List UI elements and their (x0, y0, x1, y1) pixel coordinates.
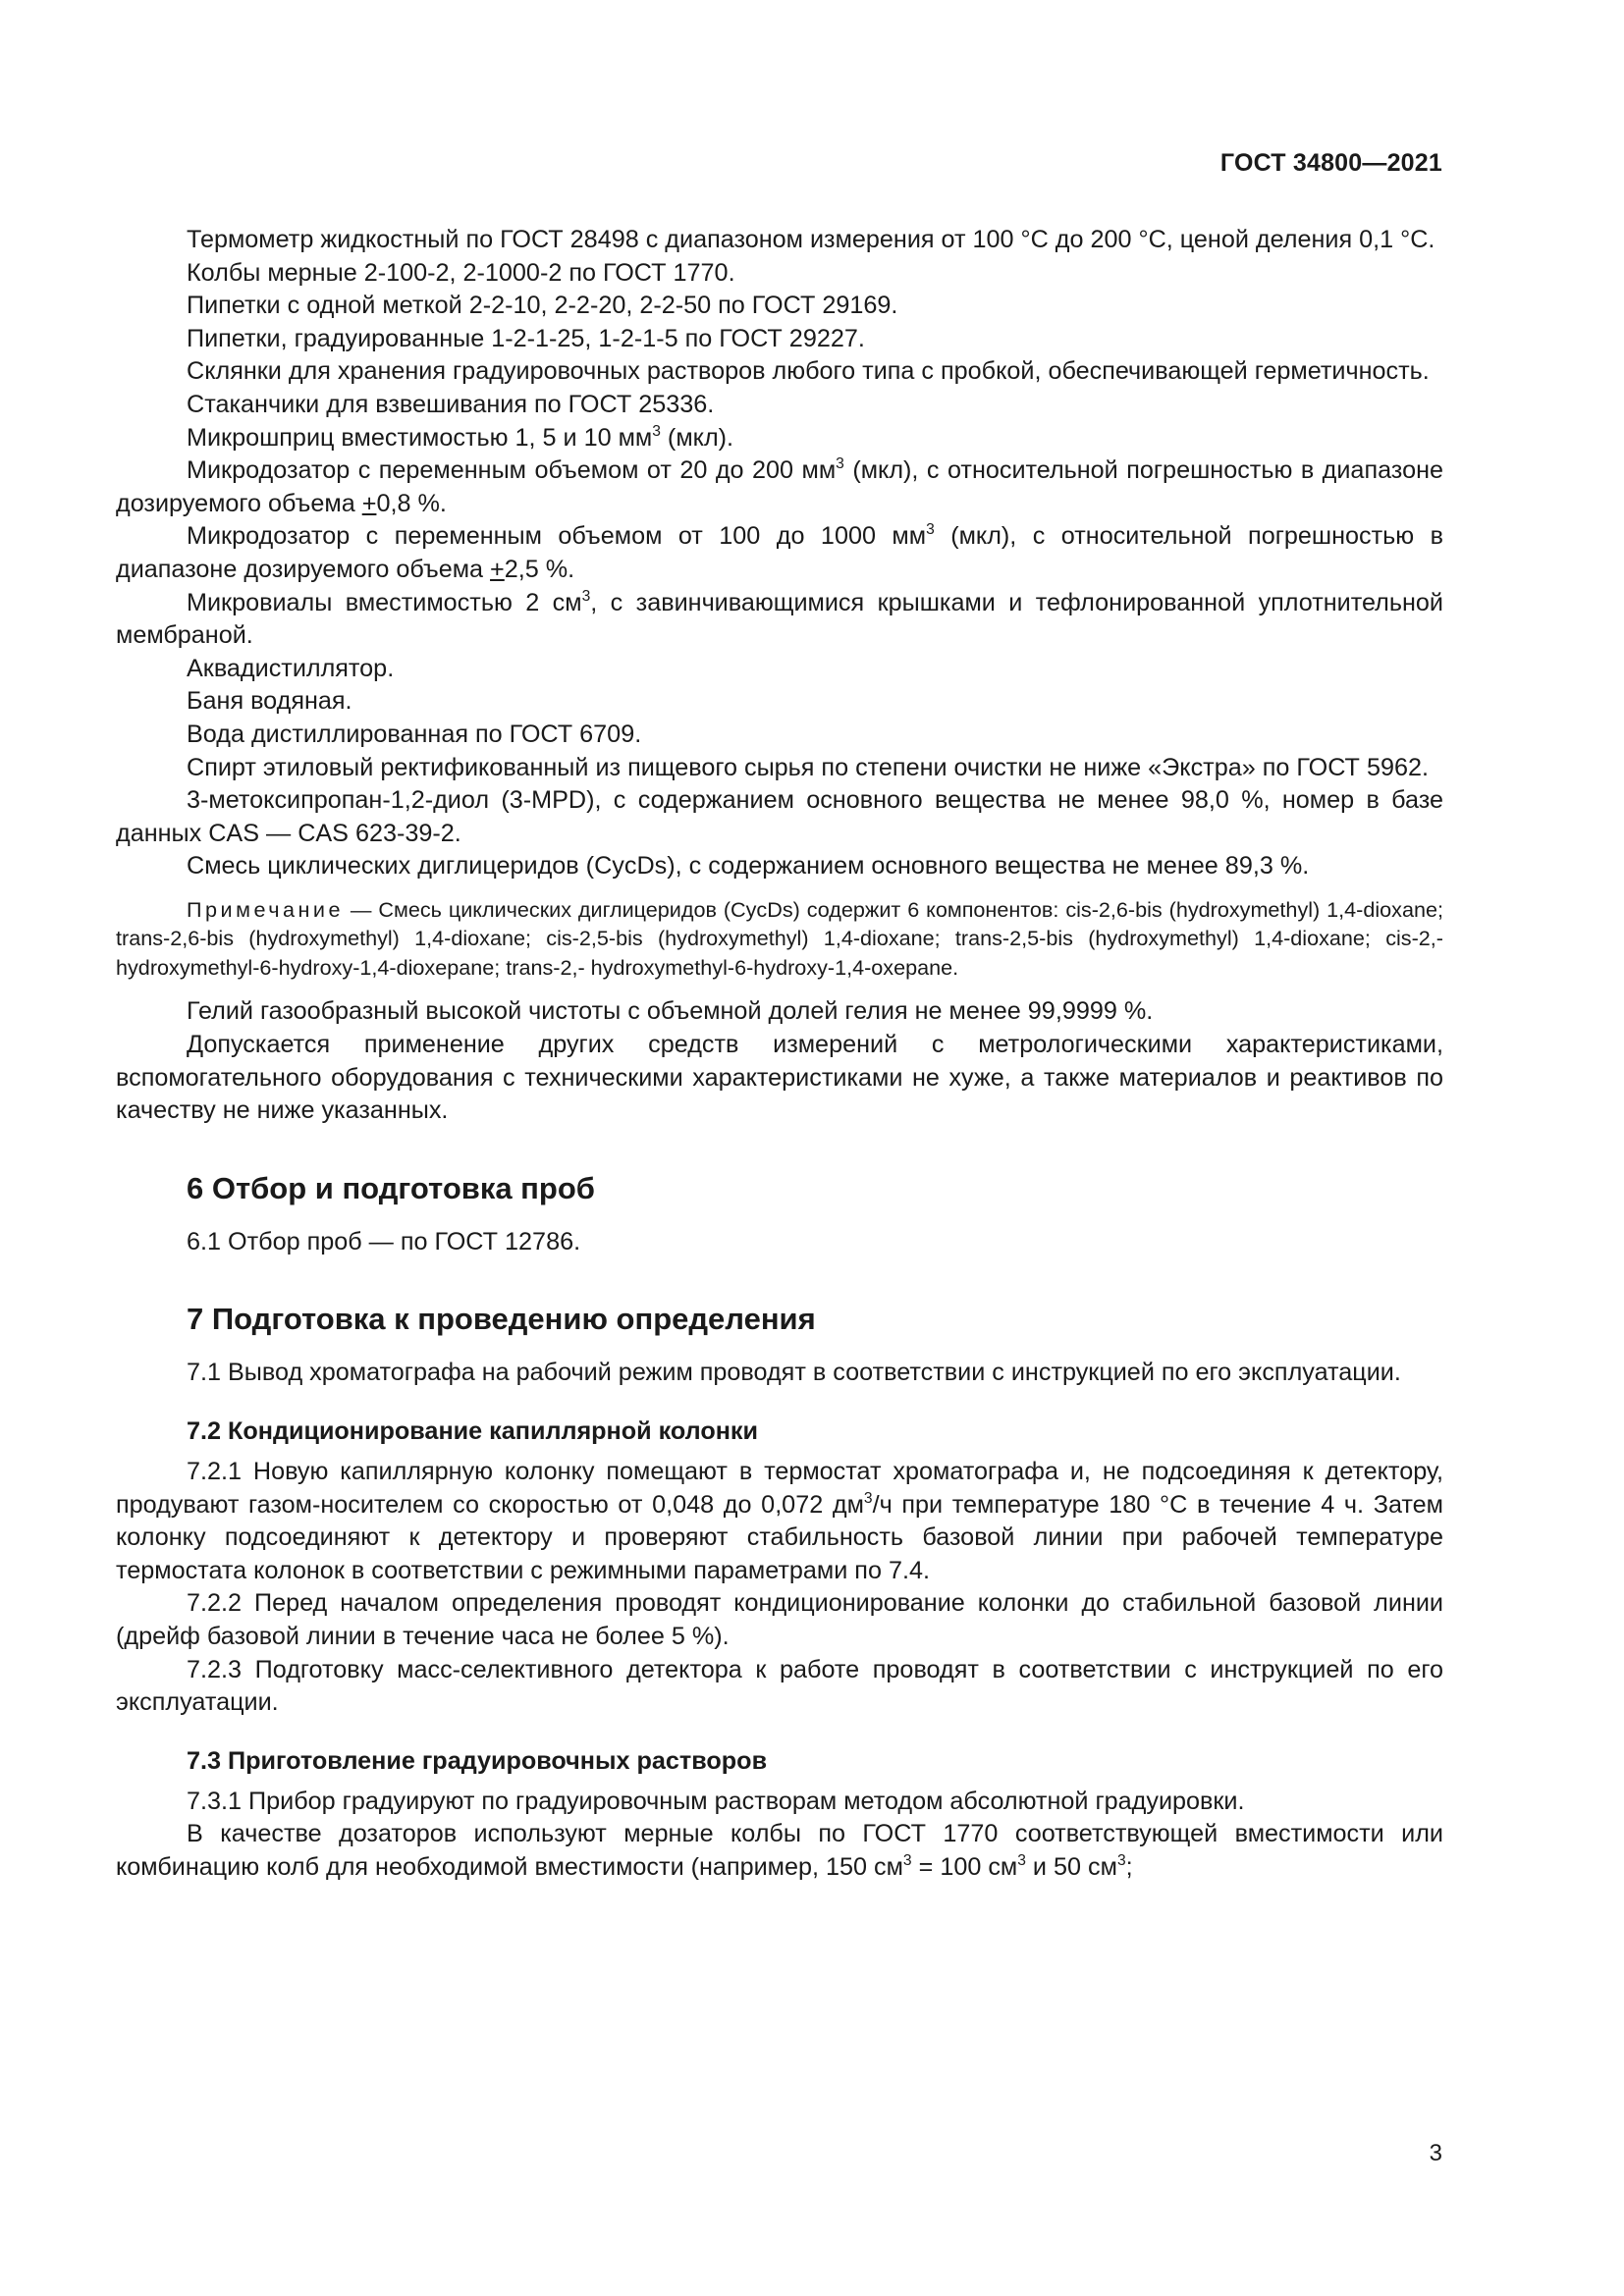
text: /ч при температуре 180 °С в течение 4 ч. Затем колонку подсоединяют к детектору и проверяют стабильность базовой линии при рабочей температуре термостата колонок в соответствии с режимными параметрами по 7.4. (116, 1490, 1443, 1584)
paragraph-microvials (116, 587, 1443, 653)
page-content (116, 224, 1443, 1884)
paragraph: 7.2.3 Подготовку масс-селективного детектора к работе проводят в соответствии с инструкцией по его эксплуатации. (116, 1655, 1443, 1717)
text: 2,5 %. (504, 555, 575, 583)
text: Микровиалы вместимостью 2 см (187, 588, 582, 616)
superscript: 3 (863, 1489, 873, 1507)
paragraph-microsyringe (116, 422, 1443, 455)
subsection-7-2-heading: 7.2 Кондиционирование капиллярной колонки (187, 1416, 759, 1445)
paragraph: 3-метоксипропан-1,2-диол (3-MPD), с содержанием основного вещества не менее 98,0 %, номер в базе данных CAS — CAS 623-39-2. (116, 786, 1443, 847)
text: , с завинчивающимися крышками и тефлонированной уплотнительной мембраной. (116, 588, 1443, 650)
text: = 100 см (911, 1852, 1018, 1881)
superscript: 3 (902, 1851, 912, 1869)
superscript: 3 (1116, 1851, 1126, 1869)
page-number: 3 (1429, 2140, 1442, 2166)
note (116, 895, 1443, 983)
plus-minus-sign: + (361, 489, 377, 517)
paragraph: 6.1 Отбор проб — по ГОСТ 12786. (187, 1227, 581, 1255)
paragraph: Склянки для хранения градуировочных растворов любого типа с пробкой, обеспечивающей герметичность. (187, 357, 1430, 386)
paragraph: 7.1 Вывод хроматографа на рабочий режим проводят в соответствии с инструкцией по его эксплуатации. (187, 1359, 1401, 1387)
paragraph: Колбы мерные 2-100-2, 2-1000-2 по ГОСТ 1770. (187, 258, 735, 287)
superscript: 3 (1017, 1851, 1026, 1869)
text: 7.2.1 Новую капиллярную колонку помещают в термостат хроматографа и, не подсоединяя к детектору, продувают газом-носителем со скоростью от 0,048 до 0,072 дм (116, 1457, 1443, 1519)
text: (мкл). (660, 423, 734, 452)
paragraph: Допускается применение других средств измерений с метрологическими характеристиками, вспомогательного оборудования с техническими характеристиками не хуже, а также материалов и реактивов по качеству не ниже указанных. (116, 1030, 1443, 1125)
text: 0,8 %. (376, 489, 447, 517)
paragraph: 7.3.1 Прибор градуируют по градуировочным растворам методом абсолютной градуировки. (187, 1787, 1245, 1815)
paragraph: Термометр жидкостный по ГОСТ 28498 с диапазоном измерения от 100 °С до 200 °С, ценой деления 0,1 °С. (187, 226, 1435, 253)
text: Микрошприц вместимостью 1, 5 и 10 мм (187, 423, 653, 452)
paragraph: Стаканчики для взвешивания по ГОСТ 25336. (187, 390, 715, 418)
paragraph: Баня водяная. (187, 687, 352, 716)
section-6-heading: 6 Отбор и подготовка проб (187, 1170, 595, 1205)
text: и 50 см (1025, 1852, 1117, 1881)
superscript: 3 (581, 587, 591, 605)
paragraph: Вода дистиллированная по ГОСТ 6709. (187, 720, 642, 748)
text: В качестве дозаторов используют мерные колбы по ГОСТ 1770 соответствующей вместимости или комбинацию колб для необходимой вместимости (например, 150 см (116, 1820, 1443, 1881)
paragraph-7-3-1-continued (116, 1818, 1443, 1884)
superscript: 3 (926, 521, 935, 539)
subsection-7-3-heading: 7.3 Приготовление градуировочных растворов (187, 1746, 768, 1775)
text: Микродозатор с переменным объемом от 100 до 1000 мм (187, 522, 927, 551)
paragraph: Смесь циклических диглицеридов (CycDs), с содержанием основного вещества не менее 89,3 %. (187, 852, 1310, 881)
document-code-header: ГОСТ 34800—2021 (1219, 149, 1442, 177)
text: (мкл), с относительной погрешностью в диапазоне дозируемого объема (116, 456, 1443, 517)
paragraph: Пипетки с одной меткой 2-2-10, 2-2-20, 2-2-50 по ГОСТ 29169. (187, 292, 898, 320)
note-label: Примечание (187, 896, 344, 922)
text: Микродозатор с переменным объемом от 20 до 200 мм (187, 456, 837, 485)
paragraph-7-2-1 (116, 1456, 1443, 1587)
paragraph: Аквадистиллятор. (187, 654, 395, 682)
paragraph-microdoser-2 (116, 520, 1443, 586)
paragraph: Гелий газообразный высокой чистоты с объемной долей гелия не менее 99,9999 %. (187, 997, 1154, 1026)
section-7-heading: 7 Подготовка к проведению определения (187, 1302, 816, 1337)
text: ; (1125, 1852, 1133, 1881)
paragraph-microdoser-1 (116, 454, 1443, 520)
superscript: 3 (652, 422, 661, 440)
paragraph: Спирт этиловый ректификованный из пищевого сырья по степени очистки не ниже «Экстра» по ГОСТ 5962. (187, 753, 1429, 781)
text: (мкл), с относительной погрешностью в диапазоне дозируемого объема (116, 522, 1444, 583)
paragraph: Пипетки, градуированные 1-2-1-25, 1-2-1-5 по ГОСТ 29227. (187, 324, 865, 352)
plus-minus-sign: + (490, 555, 505, 583)
note-text: — Смесь циклических диглицеридов (CycDs) содержит 6 компонентов: cis-2,6-bis (hydroxymethyl) 1,4-dioxane; trans-2,6-bis (hydroxymethyl) 1,4-dioxane; cis-2,5-bis (hydroxymethyl) 1,4-dioxane; trans-2,5-bis (hydroxymethyl) 1,4-dioxane; cis-2,-hydroxymethyl-6-hydroxy-1,4-dioxepane; trans-2,- hydroxymethyl-6-hydroxy-1,4-oxepane. (116, 896, 1443, 980)
paragraph: 7.2.2 Перед началом определения проводят кондиционирование колонки до стабильной базовой линии (дрейф базовой линии в течение часа не более 5 %). (116, 1589, 1443, 1650)
superscript: 3 (836, 455, 844, 473)
